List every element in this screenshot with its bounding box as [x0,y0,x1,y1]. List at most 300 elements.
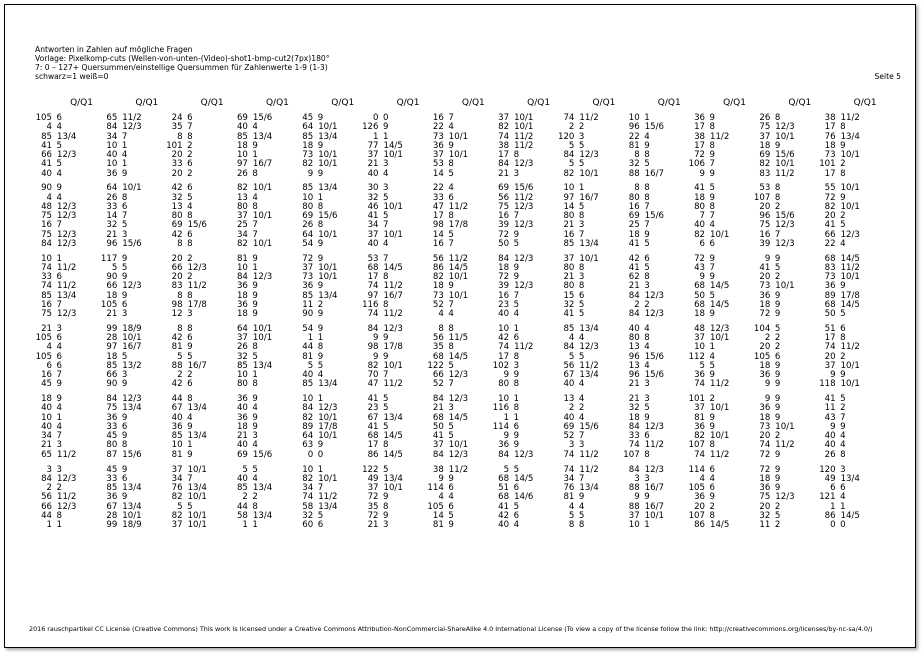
number-entry: 80 8 [498,379,520,390]
number-entry: 66 12/3 [432,370,469,381]
number-entry: 16 7 [432,113,454,123]
number-entry: 36 9 [171,421,193,432]
number-entry: 6 6 [699,238,715,249]
number-entry: 68 14/5 [498,473,534,484]
number-entry: 42 6 [628,253,650,264]
number-entry: 72 9 [367,492,389,503]
number-entry: 8 8 [634,150,650,160]
number-entry: 84 12/3 [302,403,338,414]
number-entry: 18 9 [106,290,128,301]
number-entry: 85 13/4 [302,290,338,301]
number-entry: 37 10/1 [628,510,664,521]
number-entry: 32 5 [236,351,258,362]
number-entry: 76 13/4 [563,483,599,493]
number-entry: 21 3 [236,431,258,442]
number-entry: 37 10/1 [824,360,860,371]
number-entry: 50 5 [498,238,520,249]
number-entry: 96 15/6 [628,370,664,381]
column-header: Q/Q1 [331,98,355,108]
number-entry: 82 10/1 [563,168,599,179]
number-entry: 68 14/5 [432,412,469,423]
number-entry: 67 13/4 [563,370,599,381]
number-entry: 36 9 [759,370,781,381]
number-entry: 1 1 [307,333,324,344]
number-entry: 44 8 [302,342,324,353]
number-entry: 101 2 [166,140,193,151]
number-entry: 72 9 [824,192,846,203]
number-entry: 8 8 [177,323,193,334]
number-entry: 84 12/3 [563,150,599,160]
number-entry: 2 2 [764,333,781,344]
number-entry: 10 1 [171,440,193,451]
number-entry: 6 6 [46,360,62,371]
number-entry: 17 8 [694,122,715,133]
number-entry: 18 9 [498,262,520,273]
number-entry: 32 5 [628,403,650,414]
number-entry: 34 7 [171,473,193,484]
number-entry: 74 11/2 [824,342,860,353]
number-entry: 85 13/4 [302,379,338,390]
header-source: Vorlage: Pixelkomp-cuts (Wellen-von-unten-(Video)-shot1-bmp-cut2(7px)180° [35,54,330,63]
number-entry: 1 1 [242,520,258,530]
number-entry: 73 10/1 [759,421,795,432]
number-entry: 32 5 [563,299,585,310]
number-entry: 4 4 [438,492,454,503]
number-entry: 85 13/4 [106,483,142,493]
number-entry: 21 3 [563,220,585,231]
number-entry: 84 12/3 [106,394,142,405]
number-entry: 21 3 [498,168,520,179]
number-entry: 36 9 [236,412,258,423]
number-block [490,395,552,460]
number-entry: 37 10/1 [694,333,730,344]
number-entry: 37 10/1 [694,403,730,414]
number-block [33,395,95,460]
number-entry: 8 8 [177,131,193,142]
number-entry: 101 2 [688,394,715,405]
number-entry: 40 4 [41,421,62,432]
number-block [817,395,879,460]
number-block [98,395,160,460]
number-entry: 72 9 [759,309,781,320]
number-entry: 41 5 [694,183,715,194]
number-entry: 16 7 [498,211,520,222]
number-entry: 48 12/3 [41,201,77,212]
number-entry: 80 8 [106,440,128,451]
number-entry: 67 13/4 [106,501,142,512]
number-entry: 54 9 [302,323,324,334]
column-header: Q/Q1 [657,98,681,108]
column-header: Q/Q1 [788,98,812,108]
number-entry: 36 9 [236,299,258,310]
number-entry: 13 4 [628,360,650,371]
number-entry: 38 11/2 [432,464,469,475]
column-header: Q/Q1 [723,98,746,108]
column-header: Q/Q1 [396,98,420,108]
number-entry: 82 10/1 [824,201,860,212]
number-block [33,466,95,531]
number-entry: 84 12/3 [498,159,534,170]
number-entry: 21 3 [432,403,454,414]
number-entry: 80 8 [236,379,258,390]
number-entry: 36 9 [106,492,128,503]
number-entry: 4 4 [699,473,715,484]
number-entry: 40 4 [106,150,128,160]
number-block [817,184,879,249]
number-entry: 45 9 [106,464,128,475]
number-entry: 36 9 [694,492,715,503]
number-entry: 2 2 [634,299,650,310]
number-entry: 76 13/4 [171,483,207,493]
number-entry: 22 4 [824,238,846,249]
number-entry: 36 9 [824,281,846,292]
number-entry: 51 6 [498,483,520,493]
number-entry: 32 5 [171,192,193,203]
number-entry: 84 12/3 [367,323,403,334]
number-entry: 9 9 [830,370,846,381]
number-entry: 40 4 [41,403,62,414]
number-entry: 18 9 [759,140,781,151]
number-entry: 5 5 [503,464,520,475]
number-entry: 5 5 [568,159,585,170]
number-entry: 74 11/2 [41,281,77,292]
number-entry: 37 10/1 [171,520,207,530]
number-entry: 50 5 [824,309,846,320]
number-entry: 9 9 [307,168,324,179]
number-entry: 21 3 [628,281,650,292]
number-entry: 28 10/1 [106,510,142,521]
number-entry: 42 6 [171,379,193,390]
number-entry: 9 9 [373,333,389,344]
column-header: Q/Q1 [592,98,616,108]
number-entry: 22 4 [432,122,454,133]
number-entry: 74 11/2 [498,342,534,353]
number-entry: 49 13/4 [367,473,403,484]
number-entry: 73 10/1 [302,150,338,160]
number-entry: 85 13/4 [41,290,77,301]
number-block [33,255,95,320]
number-entry: 74 11/2 [367,281,403,292]
number-entry: 80 8 [563,211,585,222]
number-block [164,466,226,531]
number-entry: 53 8 [759,183,781,194]
number-entry: 85 13/4 [236,360,273,371]
number-entry: 72 9 [759,449,781,460]
number-entry: 49 13/4 [824,473,860,484]
number-entry: 21 3 [106,309,128,320]
number-entry: 36 9 [236,281,258,292]
number-entry: 99 18/9 [106,323,142,334]
number-entry: 37 10/1 [236,333,273,344]
number-entry: 88 16/7 [171,360,207,371]
number-entry: 73 10/1 [824,272,860,283]
number-entry: 7 7 [699,211,715,222]
number-entry: 80 8 [236,201,258,212]
number-entry: 72 9 [498,229,520,240]
number-block [98,466,160,531]
number-entry: 86 14/5 [824,510,860,521]
header-legend: schwarz=1 weiß=0 [35,72,109,81]
number-entry: 80 8 [694,201,715,212]
number-block [751,255,813,320]
number-entry: 2 2 [46,483,62,493]
number-entry: 6 6 [830,483,846,493]
number-entry: 68 14/5 [432,351,469,362]
number-entry: 10 1 [236,150,258,160]
number-entry: 41 5 [498,501,520,512]
number-entry: 50 5 [694,290,715,301]
number-block [229,184,291,249]
number-entry: 73 10/1 [759,281,795,292]
number-entry: 69 15/6 [498,183,534,194]
number-entry: 84 12/3 [498,253,534,264]
number-entry: 84 12/3 [106,122,142,133]
number-entry: 46 10/1 [367,201,403,212]
number-entry: 69 15/6 [171,220,207,231]
page-number: Seite 5 [874,72,901,81]
number-entry: 117 9 [100,253,128,264]
number-entry: 5 5 [177,501,193,512]
number-entry: 34 7 [367,220,389,231]
number-entry: 56 11/2 [41,492,77,503]
number-entry: 41 5 [563,309,585,320]
number-entry: 9 9 [503,431,520,442]
number-entry: 66 3 [106,370,128,381]
number-entry: 81 9 [432,520,454,530]
number-entry: 48 12/3 [694,323,730,334]
number-entry: 40 4 [498,309,520,320]
number-entry: 90 9 [41,183,62,194]
number-entry: 84 12/3 [628,290,664,301]
number-entry: 34 7 [41,431,62,442]
number-entry: 36 9 [759,403,781,414]
number-entry: 68 14/5 [694,281,730,292]
number-block [490,184,552,249]
number-entry: 17 8 [824,168,846,179]
number-entry: 11 2 [759,520,781,530]
number-entry: 35 7 [171,122,193,133]
number-entry: 72 9 [694,150,715,160]
number-entry: 17 8 [694,140,715,151]
number-block [425,395,487,460]
number-entry: 82 10/1 [694,431,730,442]
number-entry: 80 8 [171,211,193,222]
number-entry: 33 6 [41,272,62,283]
number-entry: 0 0 [830,520,846,530]
number-entry: 122 5 [362,464,389,475]
number-entry: 105 6 [688,483,715,493]
number-entry: 82 10/1 [171,492,207,503]
number-block [98,184,160,249]
number-entry: 36 9 [432,140,454,151]
number-entry: 16 7 [759,229,781,240]
number-entry: 4 4 [438,309,454,320]
number-entry: 9 9 [634,492,650,503]
number-block [621,114,683,179]
number-entry: 0 0 [373,113,389,123]
number-entry: 37 10/1 [367,150,403,160]
number-entry: 2 2 [568,122,585,133]
number-entry: 16 7 [563,229,585,240]
number-entry: 73 10/1 [302,272,338,283]
number-entry: 2 2 [568,403,585,414]
number-block [425,325,487,390]
number-entry: 72 9 [694,253,715,264]
number-block [229,466,291,531]
number-entry: 51 6 [824,323,846,334]
number-entry: 75 12/3 [498,201,534,212]
number-entry: 20 2 [824,351,846,362]
number-entry: 84 12/3 [236,272,273,283]
number-entry: 37 10/1 [236,211,273,222]
number-entry: 105 6 [35,351,62,362]
number-block [360,395,422,460]
number-entry: 17 8 [498,150,520,160]
number-entry: 40 4 [41,168,62,179]
number-entry: 86 14/5 [367,449,403,460]
number-entry: 34 7 [106,131,128,142]
number-entry: 89 17/8 [302,421,338,432]
number-entry: 17 8 [367,272,389,283]
number-entry: 21 3 [41,440,62,451]
number-entry: 14 7 [106,211,128,222]
column-header: Q/Q1 [853,98,877,108]
number-entry: 11 2 [302,299,324,310]
number-entry: 14 5 [432,229,454,240]
number-entry: 18 9 [236,290,258,301]
number-entry: 105 6 [753,351,781,362]
number-entry: 77 14/5 [367,140,403,151]
number-entry: 84 12/3 [432,449,469,460]
number-block [817,255,879,320]
number-entry: 40 4 [367,168,389,179]
number-entry: 82 10/1 [236,183,273,194]
number-entry: 10 1 [106,140,128,151]
number-block [294,325,356,390]
number-entry: 82 10/1 [498,122,534,133]
number-entry: 18 9 [236,309,258,320]
number-block [294,184,356,249]
number-entry: 40 4 [367,238,389,249]
number-entry: 13 4 [171,201,193,212]
number-entry: 32 5 [367,192,389,203]
number-entry: 35 8 [432,342,454,353]
number-entry: 85 13/4 [41,131,77,142]
number-entry: 5 5 [568,140,585,151]
number-entry: 20 2 [759,201,781,212]
number-entry: 16 7 [498,290,520,301]
number-entry: 37 10/1 [171,464,207,475]
number-entry: 75 12/3 [759,220,795,231]
number-entry: 41 5 [367,211,389,222]
number-entry: 36 9 [498,440,520,451]
number-entry: 9 9 [764,379,781,390]
number-entry: 16 7 [628,201,650,212]
number-entry: 22 4 [432,183,454,194]
number-entry: 72 9 [759,464,781,475]
number-entry: 13 4 [563,394,585,405]
number-entry: 9 9 [764,253,781,264]
number-entry: 36 9 [106,168,128,179]
number-entry: 41 5 [824,394,846,405]
number-entry: 69 15/6 [563,421,599,432]
number-entry: 73 10/1 [432,131,469,142]
number-entry: 107 8 [688,440,715,451]
number-entry: 96 15/6 [628,122,664,133]
column-header: Q/Q1 [70,98,93,108]
number-block [164,395,226,460]
number-entry: 62 8 [628,272,650,283]
number-entry: 25 7 [628,220,650,231]
number-entry: 80 8 [563,281,585,292]
number-entry: 18 9 [628,229,650,240]
number-block [360,255,422,320]
number-entry: 2 2 [242,492,258,503]
number-entry: 10 1 [628,113,650,123]
number-block [33,114,95,179]
number-entry: 114 6 [427,483,454,493]
number-entry: 33 6 [432,192,454,203]
number-entry: 40 4 [171,412,193,423]
number-entry: 37 10/1 [367,229,403,240]
number-entry: 8 8 [177,290,193,301]
number-entry: 105 6 [35,113,62,123]
number-entry: 36 9 [694,370,715,381]
number-entry: 81 9 [694,412,715,423]
number-entry: 45 9 [41,379,62,390]
header-title: Antworten in Zahlen auf mögliche Fragen [35,45,193,54]
number-entry: 68 14/5 [694,299,730,310]
number-entry: 36 9 [759,483,781,493]
number-block [490,325,552,390]
number-entry: 90 9 [106,272,128,283]
number-entry: 8 8 [438,323,454,334]
number-entry: 73 10/1 [824,150,860,160]
number-entry: 18 9 [759,412,781,423]
number-entry: 18 9 [432,281,454,292]
number-entry: 8 8 [634,183,650,194]
number-entry: 20 2 [171,150,193,160]
number-entry: 9 9 [830,421,846,432]
number-block [425,184,487,249]
number-entry: 10 1 [498,394,520,405]
number-entry: 40 4 [498,520,520,530]
number-entry: 96 15/6 [628,351,664,362]
number-entry: 41 5 [824,220,846,231]
number-entry: 60 6 [302,520,324,530]
number-entry: 44 8 [171,394,193,405]
number-entry: 98 17/8 [367,342,403,353]
number-entry: 90 9 [302,309,324,320]
number-entry: 67 13/4 [171,403,207,414]
number-entry: 40 4 [824,431,846,442]
number-entry: 2 2 [177,370,193,381]
number-entry: 82 10/1 [171,510,207,521]
number-entry: 30 3 [367,183,389,194]
number-block [425,114,487,179]
number-entry: 4 4 [568,501,585,512]
number-entry: 10 1 [694,342,715,353]
number-entry: 80 8 [628,333,650,344]
number-block [686,395,748,460]
number-entry: 26 8 [236,342,258,353]
number-entry: 18 9 [41,394,62,405]
number-entry: 5 5 [568,351,585,362]
number-entry: 81 9 [236,253,258,264]
number-entry: 85 13/4 [171,431,207,442]
number-entry: 84 12/3 [41,473,77,484]
number-entry: 43 7 [694,262,715,273]
